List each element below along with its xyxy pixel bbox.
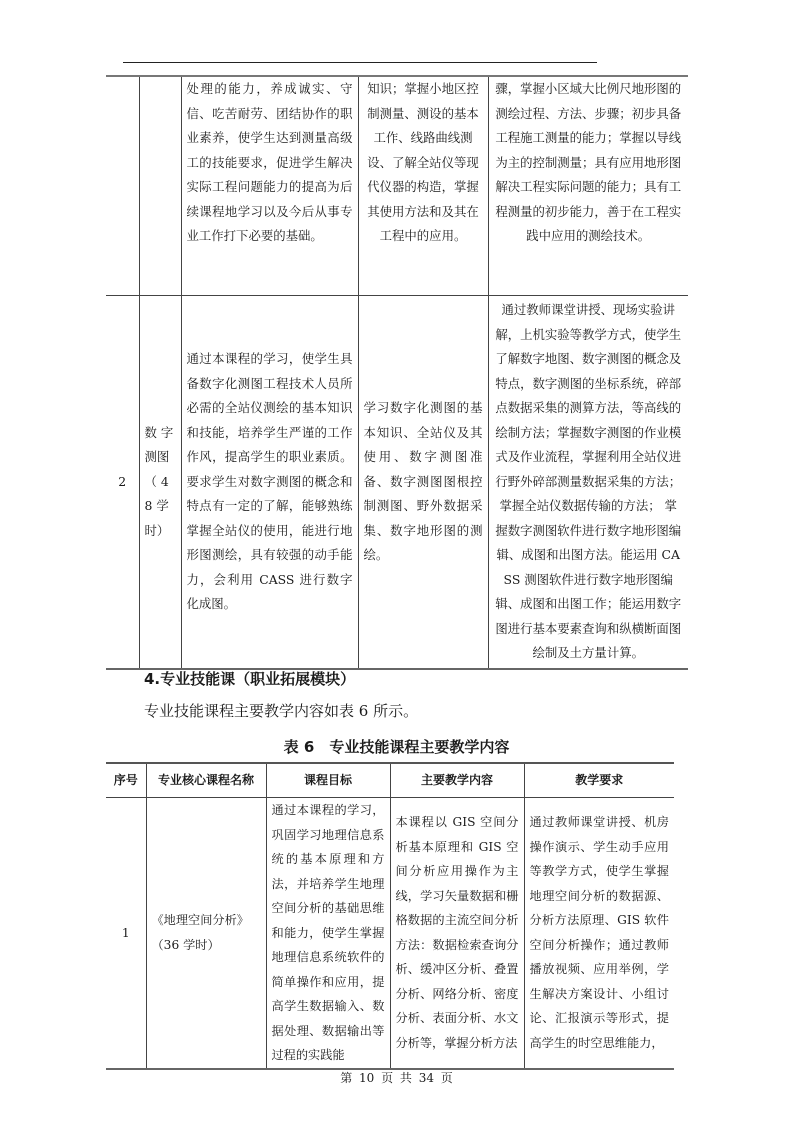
course-goal: 通过本课程的学习，巩固学习地理信息系统的基本原理和方法，并培养学生地理空间分析的基础思维和能力，使学生掌握地理信息系统软件的简单操作和应用，提高学生数据输入、数据处理、数据输出等过程的实践能: [266, 798, 390, 1069]
table-row: [106, 76, 688, 296]
teaching-requirement: 通过教师课堂讲授、机房操作演示、学生动手应用等教学方式，使学生掌握地理空间分析的数据源、分析方法原理、GIS 软件空间分析操作；通过教师播放视频、应用举例，学生解决方案设计、小组讨论、汇报演示等形式，提高学生的时空思维能力，: [524, 798, 674, 1069]
header-main-content: 主要教学内容: [390, 763, 524, 798]
course-name: [139, 76, 181, 296]
table6-caption: 表 6 专业技能课程主要教学内容: [283, 738, 510, 756]
table-header-row: [106, 763, 674, 798]
main-content: 学习数字化测图的基本知识、全站仪及其使用、数字测图准备、数字测图图根控制测图、野外数据采集、数字地形图的测绘。: [358, 296, 488, 670]
row-number: 1: [106, 798, 146, 1069]
row-number: 2: [106, 296, 139, 670]
main-content: 本课程以 GIS 空间分析基本原理和 GIS 空间分析应用操作为主线，学习矢量数据和栅格数据的主流空间分析方法：数据检索查询分析、缓冲区分析、叠置分析、网络分析、密度分析、表面分析、水文分析等，掌握分析方法: [390, 798, 524, 1069]
section-heading: 4.专业技能课（职业拓展模块）: [144, 670, 356, 688]
header-teaching-requirement: 教学要求: [524, 763, 674, 798]
table-row: [106, 296, 688, 670]
section-paragraph: 专业技能课程主要教学内容如表 6 所示。: [144, 702, 419, 720]
main-content: 知识；掌握小地区控制测量、测设的基本工作、线路曲线测设、了解全站仪等现代仪器的构造，掌握其使用方法和及其在工程中的应用。: [358, 76, 488, 296]
table5-continued: [106, 75, 688, 670]
course-goal: 通过本课程的学习，使学生具备数字化测图工程技术人员所必需的全站仪测绘的基本知识和技能，培养学生严谨的工作作风，提高学生的职业素质。要求学生对数字测图的概念和特点有一定的了解，能够熟练掌握全站仪的使用，能进行地形图测绘，具有较强的动手能力，会利用 CASS 进行数字化成图。: [181, 296, 358, 670]
row-number: [106, 76, 139, 296]
course-name: 数 字 测图 （ 48 学时）: [139, 296, 181, 670]
page-header-rule: [123, 62, 597, 63]
header-course-name: 专业核心课程名称: [146, 763, 266, 798]
course-name: 《地理空间分析》（36 学时）: [146, 798, 266, 1069]
header-no: 序号: [106, 763, 146, 798]
teaching-requirement: 通过教师课堂讲授、现场实验讲解，上机实验等教学方式，使学生了解数字地图、数字测图的概念及特点，数字测图的坐标系统，碎部点数据采集的测算方法，等高线的绘制方法；掌握数字测图的作业模式及作业流程，掌握利用全站仪进行野外碎部测量数据采集的方法；掌握全站仪数据传输的方法； 掌握数字测图软件进行数字地形图编辑、成图和出图方法。能运用 CASS 测图软件进行数字地形图编辑、成图和出图工作；能运用数字图进行基本要素查询和纵横断面图绘制及土方量计算。: [488, 296, 688, 670]
table6: [106, 762, 674, 1070]
page-footer: 第 10 页 共 34 页: [340, 1071, 453, 1085]
teaching-requirement: 骤，掌握小区域大比例尺地形图的测绘过程、方法、步骤；初步具备工程施工测量的能力；掌握以导线为主的控制测量；具有应用地形图解决工程实际问题的能力；具有工程测量的初步能力，善于在工程实践中应用的测绘技术。: [488, 76, 688, 296]
header-course-goal: 课程目标: [266, 763, 390, 798]
course-goal: 处理的能力，养成诚实、守信、吃苦耐劳、团结协作的职业素养，使学生达到测量高级工的技能要求，促进学生解决实际工程问题能力的提高为后续课程地学习以及今后从事专业工作打下必要的基础。: [181, 76, 358, 296]
table-row: [106, 798, 674, 1069]
